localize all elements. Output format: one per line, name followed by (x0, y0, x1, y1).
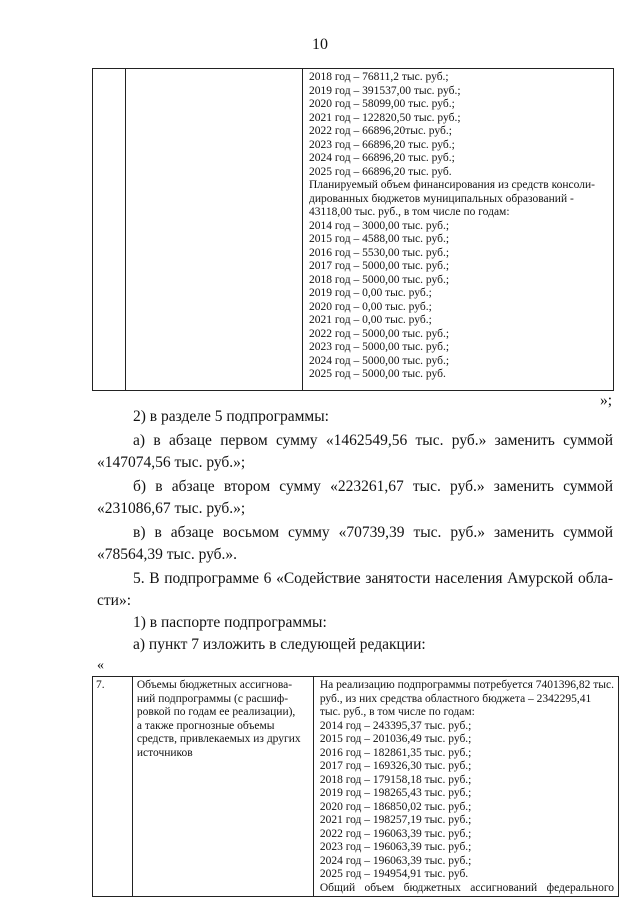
funding-line: 2022 год – 5000,00 тыс. руб.; (309, 327, 450, 340)
funding-line: 2021 год – 0,00 тыс. руб.; (309, 314, 432, 326)
table-cell-label (126, 69, 303, 391)
funding-line: руб., из них средства областного бюджета – 2342295,41 (319, 692, 592, 705)
funding-line: 2021 год – 198257,19 тыс. руб.; (319, 814, 472, 826)
paragraph-a-line: а) в абзаце первом сумму «1462549,56 тыс. руб.» заменить суммой (133, 432, 613, 449)
funding-line: 2020 год – 0,00 тыс. руб.; (309, 300, 432, 313)
funding-table-continued (92, 68, 614, 391)
funding-line: 2015 год – 4588,00 тыс. руб.; (309, 233, 450, 245)
funding-line: 2019 год – 198265,43 тыс. руб.; (319, 787, 472, 799)
closing-quote: »; (599, 392, 612, 409)
paragraph-c-line: в) в абзаце восьмом сумму «70739,39 тыс. руб.» заменить суммой (133, 524, 613, 541)
label-line: а также прогнозные объемы (136, 719, 275, 732)
funding-line: 2025 год – 5000,00 тыс. руб. (309, 368, 446, 380)
funding-line: 2018 год – 5000,00 тыс. руб.; (309, 273, 450, 286)
funding-line: 2024 год – 66896,20 тыс. руб.; (309, 152, 455, 164)
paragraph-b-line: б) в абзаце втором сумму «223261,67 тыс. руб.» заменить суммой (133, 478, 613, 495)
paragraph-item-7: а) пункт 7 изложить в следующей редакции: (133, 636, 426, 653)
funding-line: тыс. руб., в том числе по годам: (319, 706, 475, 718)
paragraph-section-5: 2) в разделе 5 подпрограммы: (133, 408, 329, 425)
funding-line: 43118,00 тыс. руб., в том числе по годам: (309, 206, 510, 218)
funding-line: 2023 год – 196063,39 тыс. руб.; (319, 841, 472, 853)
funding-line: 2022 год – 196063,39 тыс. руб.; (319, 827, 472, 840)
label-line: Объемы бюджетных ассигнова- (136, 679, 293, 691)
label-line: ний подпрограммы (с расшиф- (136, 692, 289, 705)
funding-line: 2016 год – 5530,00 тыс. руб.; (309, 246, 450, 259)
funding-line: 2024 год – 5000,00 тыс. руб.; (309, 354, 450, 367)
funding-line: 2025 год – 66896,20 тыс. руб. (309, 165, 452, 178)
paragraph-b-cont: «231086,67 тыс. руб.»; (97, 500, 246, 517)
funding-line: 2024 год – 196063,39 тыс. руб.; (319, 854, 472, 867)
funding-line: 2023 год – 5000,00 тыс. руб.; (309, 341, 450, 353)
funding-line: 2023 год – 66896,20 тыс. руб.; (309, 138, 455, 151)
table-cell-funding-values (313, 677, 618, 897)
funding-line: Планируемый объем финансирования из средств консоли- (309, 179, 595, 191)
funding-line: 2022 год – 66896,20тыс. руб.; (309, 125, 452, 137)
paragraph-5-line: 5. В подпрограмме 6 «Содействие занятости населения Амурской обла- (133, 570, 613, 587)
opening-quote: « (97, 658, 104, 673)
table-cell-number (93, 69, 126, 391)
row-number: 7. (96, 679, 105, 691)
funding-line: 2025 год – 194954,91 тыс. руб. (319, 868, 469, 880)
funding-line: 2019 год – 391537,00 тыс. руб.; (309, 84, 461, 97)
table-cell-funding-values (303, 69, 614, 391)
paragraph-passport: 1) в паспорте подпрограммы: (133, 614, 327, 631)
table-cell-number (93, 677, 133, 897)
label-line: источников (136, 746, 193, 759)
label-line: ровкой по годам ее реализации), (136, 706, 296, 718)
funding-line: 2020 год – 58099,00 тыс. руб.; (309, 98, 455, 110)
funding-line: 2014 год – 243395,37 тыс. руб.; (319, 719, 472, 732)
paragraph-5-cont: сти»: (97, 592, 132, 609)
funding-line: дированных бюджетов муниципальных образований - (309, 192, 574, 205)
funding-line: 2018 год – 76811,2 тыс. руб.; (309, 71, 449, 83)
funding-line: 2021 год – 122820,50 тыс. руб.; (309, 111, 461, 124)
funding-line: 2017 год – 169326,30 тыс. руб.; (319, 760, 472, 772)
page-number: 10 (312, 36, 328, 53)
paragraph-c-cont: «78564,39 тыс. руб.». (97, 546, 238, 563)
paragraph-a-cont: «147074,56 тыс. руб.»; (97, 454, 246, 471)
funding-line: 2020 год – 186850,02 тыс. руб.; (319, 800, 472, 813)
passport-table (92, 676, 619, 897)
funding-line: 2015 год – 201036,49 тыс. руб.; (319, 733, 472, 745)
funding-line: 2019 год – 0,00 тыс. руб.; (309, 287, 432, 299)
table-cell-label (132, 677, 313, 897)
funding-line: 2018 год – 179158,18 тыс. руб.; (319, 773, 472, 786)
funding-line: 2017 год – 5000,00 тыс. руб.; (309, 260, 450, 272)
funding-line: 2014 год – 3000,00 тыс. руб.; (309, 219, 450, 232)
funding-line: 2016 год – 182861,35 тыс. руб.; (319, 746, 472, 759)
label-line: средств, привлекаемых из других (136, 733, 301, 745)
funding-line-continued: Общий объем бюджетных ассигнований федерального (319, 881, 614, 894)
funding-line: На реализацию подпрограммы потребуется 7401396,82 тыс. (319, 679, 614, 691)
